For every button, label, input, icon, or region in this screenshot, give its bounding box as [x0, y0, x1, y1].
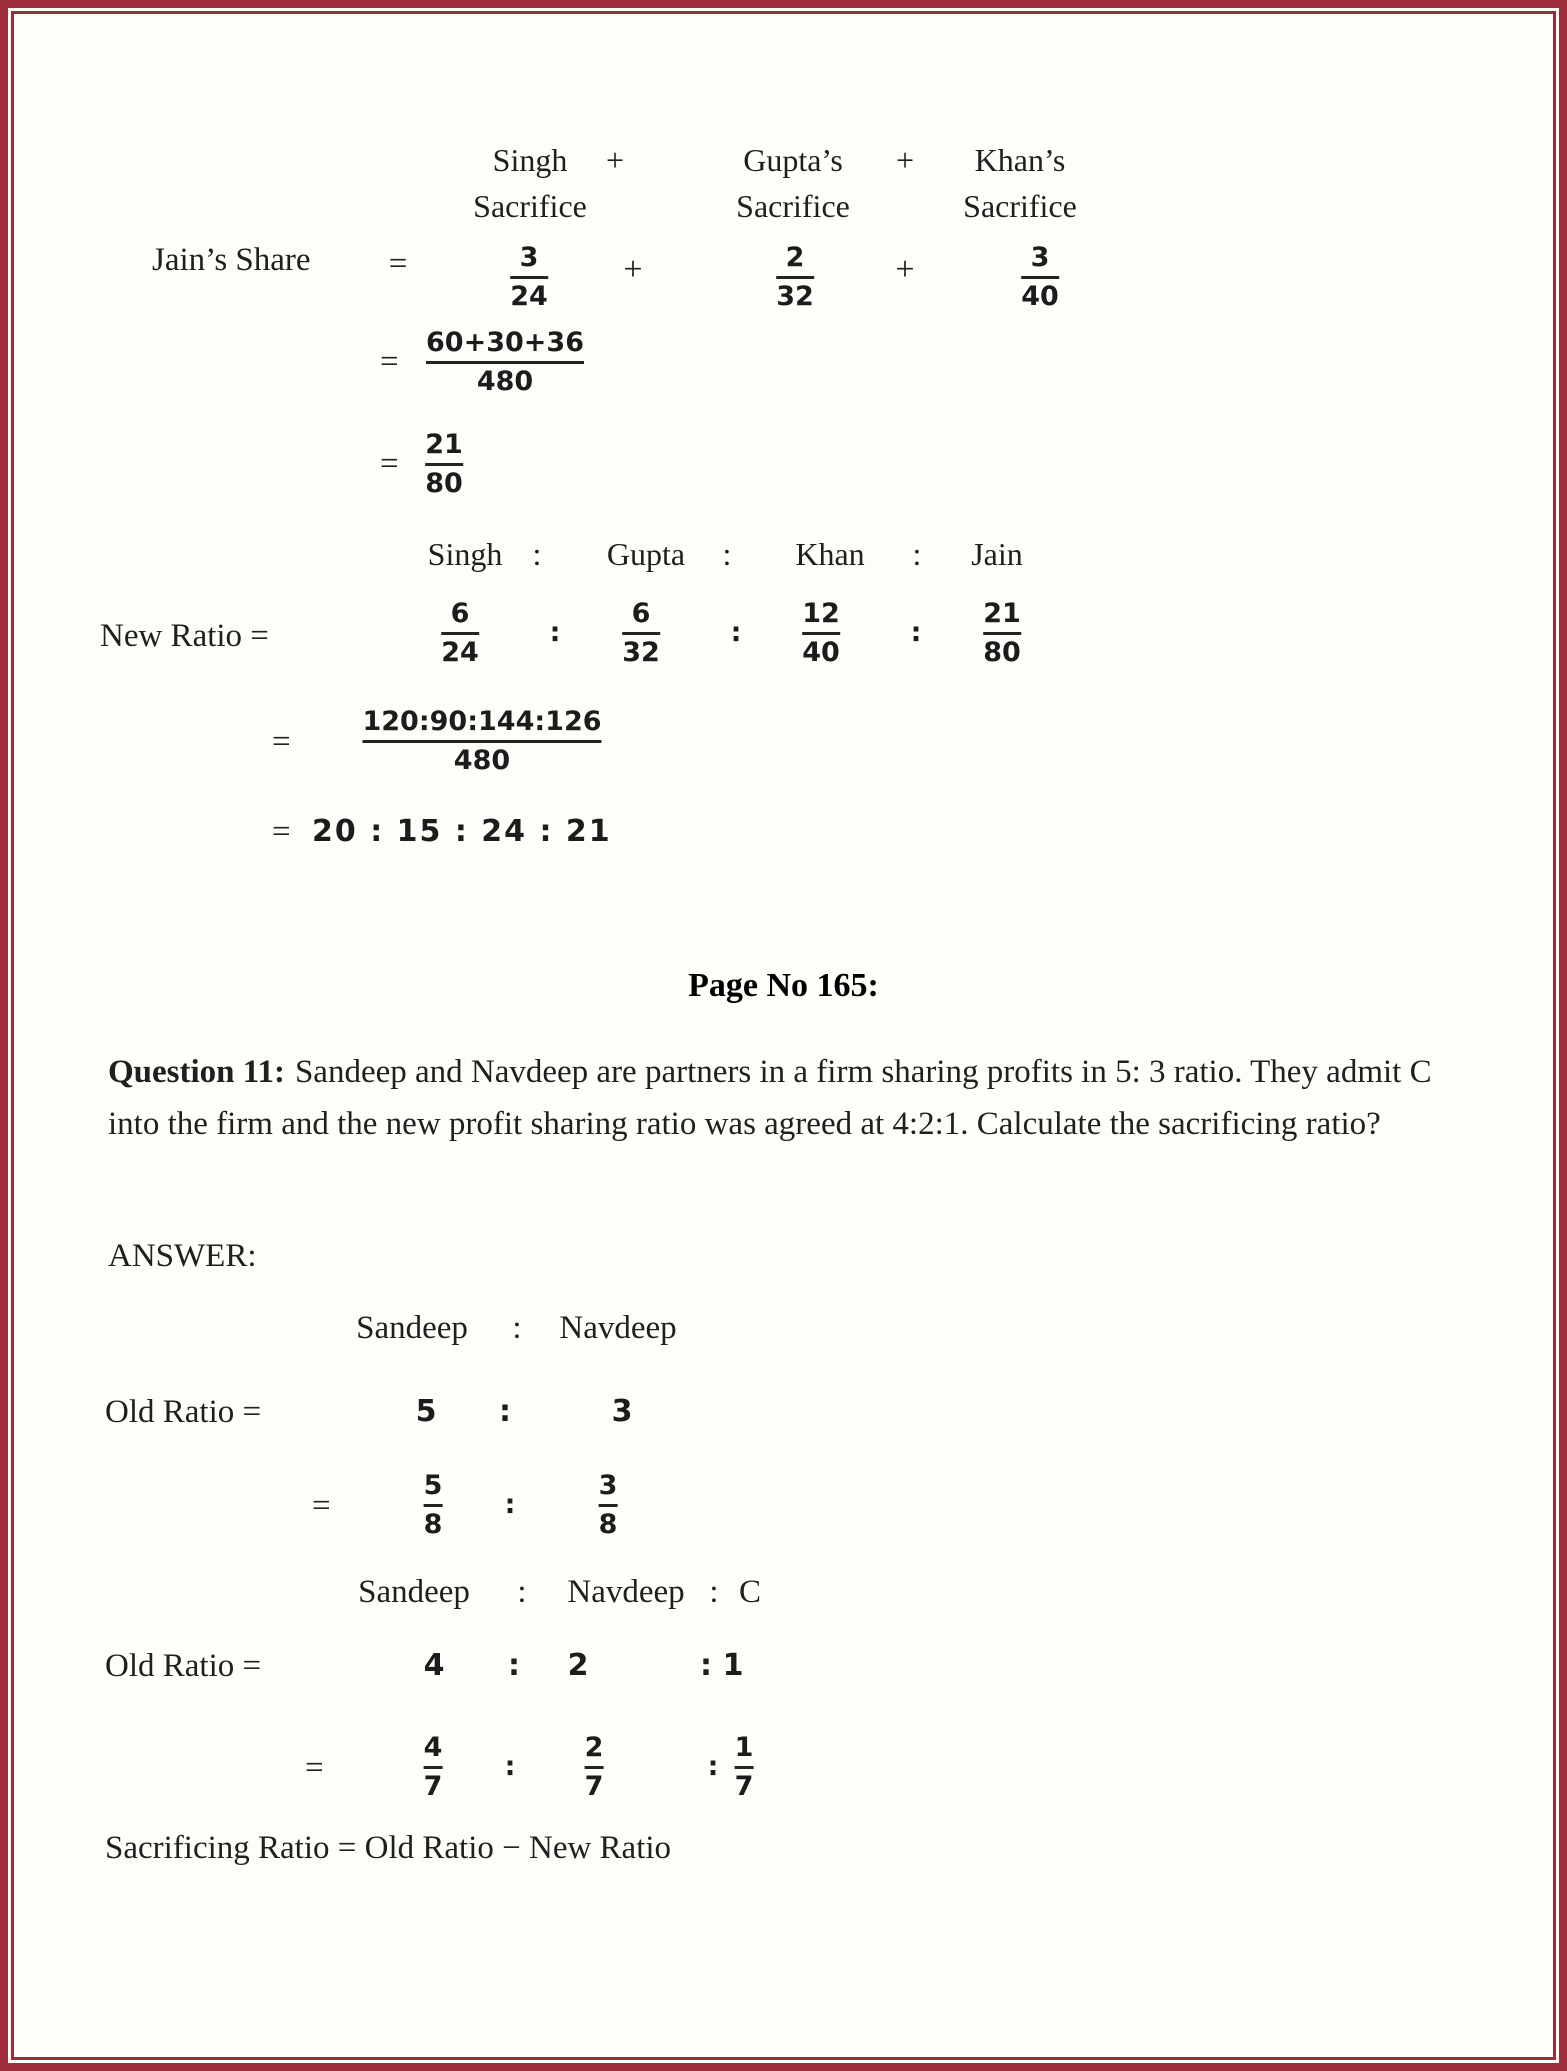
ratio-value-c: 1	[722, 1648, 744, 1683]
fraction-singh-sacrifice	[510, 241, 548, 314]
fraction-bar	[425, 463, 463, 466]
ratio-name-gupta: Gupta	[606, 536, 686, 572]
name-sandeep: Sandeep	[356, 1310, 468, 1346]
equals-sign: =	[305, 1750, 324, 1786]
fraction-navdeep-old	[599, 1469, 618, 1542]
colon-separator: :	[517, 1574, 527, 1610]
equals-sign: =	[272, 724, 291, 760]
partner-header-singh: Singh	[492, 142, 568, 178]
fraction-denominator: 480	[453, 745, 511, 776]
colon-separator: :	[508, 1648, 520, 1683]
fraction-bar	[424, 1766, 443, 1769]
fraction-new-singh	[441, 597, 479, 670]
colon-separator: :	[709, 1574, 719, 1610]
sacrificing-ratio-formula: Sacrificing Ratio = Old Ratio − New Ratio	[105, 1830, 672, 1866]
fraction-numerator: 6	[631, 598, 651, 629]
fraction-numerator: 4	[423, 1732, 443, 1763]
colon-separator: :	[722, 536, 732, 572]
sacrifice-label: Sacrifice	[963, 188, 1077, 224]
fraction-bar	[441, 632, 479, 635]
old-ratio-label: Old Ratio =	[105, 1394, 262, 1430]
page-heading: Page No 165:	[688, 967, 879, 1004]
sacrifice-label: Sacrifice	[473, 188, 587, 224]
fraction-navdeep-new	[585, 1731, 604, 1804]
fraction-bar	[362, 740, 601, 743]
colon-separator: :	[912, 536, 922, 572]
fraction-sum	[426, 326, 584, 399]
question-text: Sandeep and Navdeep are partners in a firm sharing profits in 5: 3 ratio. They admit C into the firm and the new profit sharing ratio was agreed at 4:2:1. Calculate the sacrificing ratio?	[108, 1054, 1432, 1142]
new-ratio-label: New Ratio =	[100, 618, 269, 654]
old-ratio-label: Old Ratio =	[105, 1648, 262, 1684]
plus-icon: +	[895, 142, 915, 178]
new-ratio-result: 20 : 15 : 24 : 21	[312, 814, 612, 849]
fraction-sandeep-old	[424, 1469, 443, 1542]
fraction-bar	[802, 632, 840, 635]
fraction-bar	[735, 1766, 754, 1769]
fraction-denominator: 80	[983, 637, 1021, 668]
fraction-bar	[599, 1504, 618, 1507]
fraction-bar	[426, 361, 584, 364]
colon-separator: :	[504, 1489, 516, 1520]
fraction-new-khan	[802, 597, 840, 670]
fraction-numerator: 12	[802, 598, 840, 629]
colon-separator: :	[730, 617, 742, 648]
fraction-denominator: 80	[425, 468, 463, 499]
colon-separator: :	[499, 1394, 511, 1429]
partner-header-khan: Khan’s	[974, 142, 1066, 178]
inner-red-border	[11, 11, 1556, 2060]
fraction-bar	[510, 276, 548, 279]
colon-separator: :	[549, 617, 561, 648]
fraction-sandeep-new	[424, 1731, 443, 1804]
fraction-numerator: 3	[598, 1470, 618, 1501]
fraction-bar	[1021, 276, 1059, 279]
old-ratio-value-navdeep: 3	[611, 1394, 633, 1429]
fraction-numerator: 1	[734, 1732, 754, 1763]
fraction-denominator: 24	[510, 281, 548, 312]
name-sandeep: Sandeep	[358, 1574, 470, 1610]
equals-sign: =	[388, 246, 408, 282]
colon-separator: :	[707, 1751, 719, 1782]
fraction-denominator: 8	[598, 1509, 618, 1540]
fraction-khan-sacrifice	[1021, 241, 1059, 314]
fraction-numerator: 21	[983, 598, 1021, 629]
colon-separator: :	[532, 536, 542, 572]
fraction-numerator: 3	[1030, 242, 1050, 273]
fraction-denominator: 32	[776, 281, 814, 312]
fraction-denominator: 7	[423, 1771, 443, 1802]
fraction-bar	[776, 276, 814, 279]
colon-separator: :	[910, 617, 922, 648]
colon-separator: :	[504, 1751, 516, 1782]
fraction-gupta-sacrifice	[776, 241, 814, 314]
colon-separator: :	[700, 1648, 712, 1683]
answer-label: ANSWER:	[108, 1238, 257, 1274]
fraction-numerator: 60+30+36	[426, 327, 584, 358]
fraction-bar	[622, 632, 660, 635]
ratio-name-jain: Jain	[971, 536, 1023, 572]
fraction-numerator: 3	[519, 242, 539, 273]
fraction-numerator: 120:90:144:126	[362, 706, 602, 737]
fraction-bar	[424, 1504, 443, 1507]
equals-sign: =	[380, 344, 399, 380]
fraction-numerator: 2	[584, 1732, 604, 1763]
partner-header-gupta: Gupta’s	[743, 142, 843, 178]
old-ratio-value-sandeep: 5	[415, 1394, 437, 1429]
fraction-numerator: 21	[425, 429, 463, 460]
fraction-denominator: 480	[476, 366, 534, 397]
name-c: C	[738, 1574, 762, 1610]
fraction-denominator: 7	[734, 1771, 754, 1802]
ratio-name-khan: Khan	[795, 536, 865, 572]
fraction-new-gupta	[622, 597, 660, 670]
colon-separator: :	[512, 1310, 522, 1346]
equals-sign: =	[380, 446, 399, 482]
fraction-bar	[585, 1766, 604, 1769]
fraction-denominator: 7	[584, 1771, 604, 1802]
question-number-label: Question 11:	[108, 1054, 285, 1090]
fraction-numerator: 6	[450, 598, 470, 629]
fraction-jain-result	[425, 428, 463, 501]
plus-icon: +	[895, 251, 915, 288]
fraction-numerator: 5	[423, 1470, 443, 1501]
equals-sign: =	[312, 1488, 331, 1524]
fraction-new-jain	[983, 597, 1021, 670]
ratio-value-navdeep: 2	[567, 1648, 589, 1683]
fraction-denominator: 32	[622, 637, 660, 668]
name-navdeep: Navdeep	[567, 1574, 685, 1610]
fraction-denominator: 24	[441, 637, 479, 668]
plus-icon: +	[623, 251, 643, 288]
sacrifice-label: Sacrifice	[736, 188, 850, 224]
fraction-denominator: 8	[423, 1509, 443, 1540]
fraction-numerator: 2	[785, 242, 805, 273]
equals-sign: =	[272, 814, 291, 850]
fraction-bar	[983, 632, 1021, 635]
plus-icon: +	[605, 142, 625, 178]
ratio-name-singh: Singh	[427, 536, 503, 572]
fraction-denominator: 40	[802, 637, 840, 668]
jains-share-label: Jain’s Share	[152, 242, 311, 278]
question-paragraph	[108, 1046, 1458, 1150]
fraction-c-new	[735, 1731, 754, 1804]
fraction-denominator: 40	[1021, 281, 1059, 312]
fraction-combined-ratio	[362, 705, 601, 778]
ratio-value-sandeep: 4	[423, 1648, 445, 1683]
name-navdeep: Navdeep	[559, 1310, 677, 1346]
